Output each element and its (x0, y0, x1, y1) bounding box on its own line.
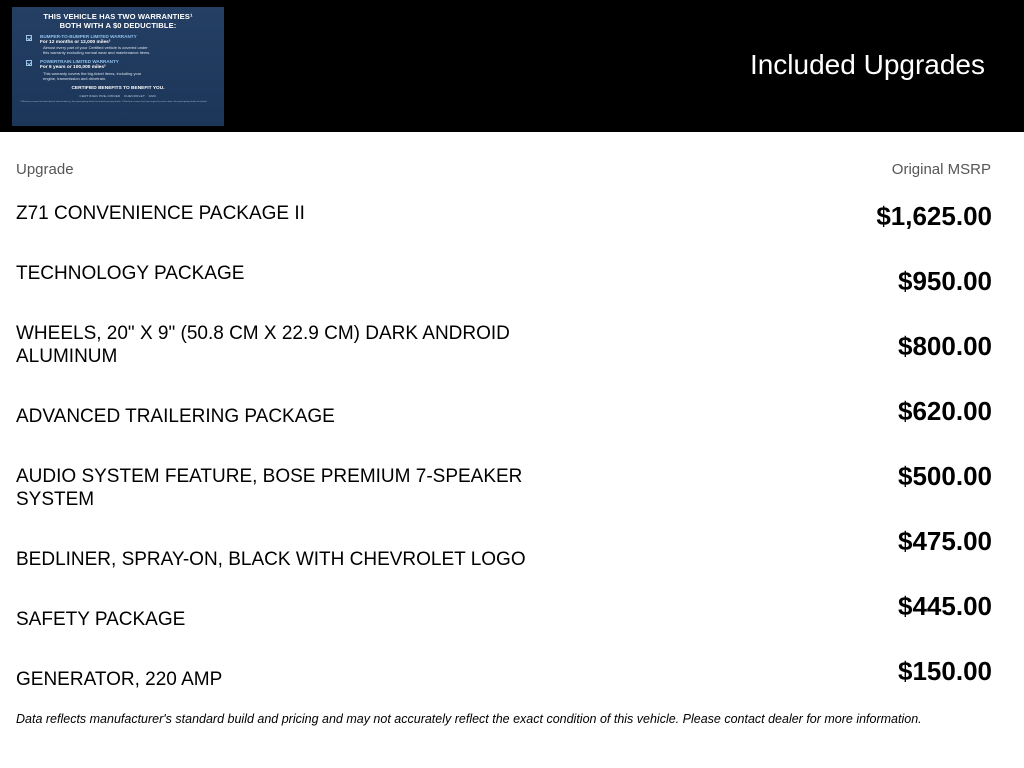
upgrade-price: $475.00 (898, 526, 992, 556)
upgrade-price: $1,625.00 (876, 201, 992, 231)
upgrade-price: $950.00 (898, 266, 992, 296)
checkbox-icon (26, 60, 32, 66)
upgrade-name: ADVANCED TRAILERING PACKAGE (16, 406, 335, 427)
warranty-fine-print: ¹ Whichever comes first from date of vehicle delivery. See participating dealer for limited warranty details. ² Whichever comes first from original in-service date. See participating dealer for details. (20, 100, 208, 103)
upgrade-name: TECHNOLOGY PACKAGE (16, 263, 245, 284)
column-header-upgrade: Upgrade (16, 161, 74, 178)
upgrade-name: BEDLINER, SPRAY-ON, BLACK WITH CHEVROLET LOGO (16, 549, 526, 570)
table-row (16, 442, 992, 510)
table-row (16, 202, 992, 262)
brand-logos: CERTIFIED PRE-OWNED · CHEVROLET · GMC (79, 93, 157, 98)
upgrade-name: SAFETY PACKAGE (16, 609, 186, 630)
upgrade-price: $620.00 (898, 396, 992, 426)
upgrade-price: $800.00 (898, 331, 992, 361)
table-row (16, 622, 992, 690)
table-row (16, 382, 992, 442)
warranty-item-powertrain: POWERTRAIN LIMITED WARRANTY For 6 years or 100,000 miles² This warranty covers the big-ticket items, including your engine, transmission and drivetrain. (20, 59, 216, 80)
column-header-msrp: Original MSRP (891, 161, 991, 178)
upgrade-name: AUDIO SYSTEM FEATURE, BOSE PREMIUM 7-SPEAKER SYSTEM (16, 466, 523, 510)
upgrade-price: $500.00 (898, 461, 992, 491)
warranty-headline: THIS VEHICLE HAS TWO WARRANTIES¹ BOTH WITH A $0 DEDUCTIBLE: (43, 12, 193, 30)
upgrade-price: $445.00 (898, 591, 992, 621)
upgrade-price: $150.00 (898, 656, 992, 686)
upgrade-name: Z71 CONVENIENCE PACKAGE II (16, 203, 305, 224)
upgrade-name: GENERATOR, 220 AMP (16, 669, 223, 690)
header-bar (0, 0, 1024, 132)
table-row (16, 262, 992, 322)
table-row (16, 562, 992, 630)
table-row (16, 322, 992, 382)
page-title: Included Upgrades (749, 49, 985, 80)
table-row (16, 502, 992, 570)
disclaimer-text: Data reflects manufacturer's standard build and pricing and may not accurately reflect the exact condition of this vehicle. Please contact dealer for more information. (16, 712, 922, 726)
checkbox-icon (26, 35, 32, 41)
warranty-banner-image (12, 7, 224, 126)
warranty-benefits: CERTIFIED BENEFITS TO BENEFIT YOU. (71, 85, 165, 91)
warranty-item-bumper: BUMPER-TO-BUMPER LIMITED WARRANTY For 12 months or 12,000 miles² Almost every part of your Certified vehicle is covered under this warranty excluding normal wear and maintenance items. (20, 34, 216, 55)
upgrade-name: WHEELS, 20" X 9" (50.8 CM X 22.9 CM) DARK ANDROID ALUMINUM (16, 323, 510, 367)
